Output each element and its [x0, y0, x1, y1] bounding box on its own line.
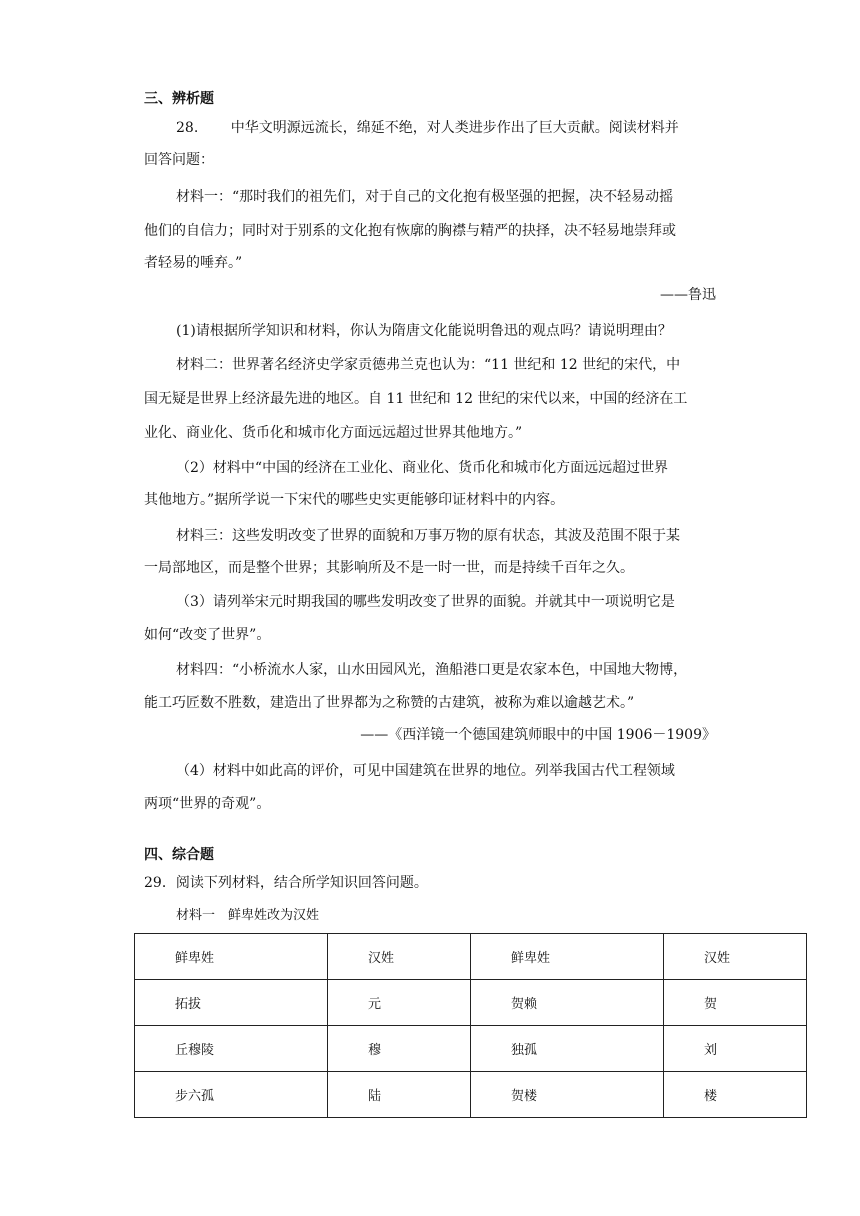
material-2-line-3: 业化、商业化、货币化和城市化方面远远超过世界其他地方。”	[144, 425, 523, 441]
table-row	[135, 980, 807, 1026]
material-4-line-2: 能工巧匠数不胜数，建造出了世界都为之称赞的古建筑，被称为难以逾越艺术。”	[144, 695, 635, 711]
sub-question-4-line-1: （4）材料中如此高的评价，可见中国建筑在世界的地位。列举我国古代工程领域	[176, 763, 675, 779]
section-heading-4: 四、综合题	[144, 847, 214, 863]
sub-question-3-line-2: 如何“改变了世界”。	[144, 627, 271, 643]
table-cell: 丘穆陵	[135, 1026, 328, 1072]
table-cell: 独孤	[471, 1026, 664, 1072]
table-cell: 刘	[664, 1026, 807, 1072]
table-cell: 贺楼	[471, 1072, 664, 1118]
material-1-title: 材料一 鲜卑姓改为汉姓	[176, 908, 320, 923]
table-cell: 贺	[664, 980, 807, 1026]
question-29: 29．阅读下列材料，结合所学知识回答问题。	[144, 875, 428, 891]
material-2-line-2: 国无疑是世界上经济最先进的地区。自 11 世纪和 12 世纪的宋代以来，中国的经济在工	[144, 391, 688, 407]
table-header-cell: 鲜卑姓	[471, 934, 664, 980]
table-header-cell: 汉姓	[664, 934, 807, 980]
sub-question-4-line-2: 两项“世界的奇观”。	[144, 796, 271, 812]
material-4-source: ——《西洋镜一个德国建筑师眼中的中国 1906－1909》	[360, 727, 716, 743]
table-cell: 步六孤	[135, 1072, 328, 1118]
material-4-line-1: 材料四：“小桥流水人家，山水田园风光，渔船港口更是农家本色，中国地大物博，	[176, 662, 688, 678]
sub-question-3-line-1: （3）请列举宋元时期我国的哪些发明改变了世界的面貌。并就其中一项说明它是	[176, 594, 675, 610]
sub-question-2-line-1: （2）材料中“中国的经济在工业化、商业化、货币化和城市化方面远远超过世界	[176, 460, 669, 476]
table-cell: 拓拔	[135, 980, 328, 1026]
table-cell: 楼	[664, 1072, 807, 1118]
material-1-line-1: 材料一：“那时我们的祖先们，对于自己的文化抱有极坚强的把握，决不轻易动摇	[176, 189, 674, 205]
question-28-line-2: 回答问题：	[144, 152, 214, 168]
material-2-line-1: 材料二：世界著名经济史学家贡德弗兰克也认为：“11 世纪和 12 世纪的宋代，中	[176, 357, 681, 373]
table-header-cell: 汉姓	[328, 934, 471, 980]
table-header-cell: 鲜卑姓	[135, 934, 328, 980]
material-1-source: ——鲁迅	[660, 287, 716, 303]
sub-question-2-line-2: 其他地方。”据所学说一下宋代的哪些史实更能够印证材料中的内容。	[144, 492, 565, 508]
material-1-line-2: 他们的自信力；同时对于别系的文化抱有恢廓的胸襟与精严的抉择，决不轻易地崇拜或	[144, 223, 676, 239]
table-cell: 穆	[328, 1026, 471, 1072]
material-3-line-1: 材料三：这些发明改变了世界的面貌和万事万物的原有状态，其波及范围不限于某	[176, 528, 680, 544]
table-cell: 陆	[328, 1072, 471, 1118]
table-cell: 贺赖	[471, 980, 664, 1026]
table-cell: 元	[328, 980, 471, 1026]
table-row	[135, 1072, 807, 1118]
sub-question-1: (1)请根据所学知识和材料，你认为隋唐文化能说明鲁迅的观点吗？请说明理由？	[176, 323, 672, 339]
table-row	[135, 1026, 807, 1072]
section-heading-3: 三、辨析题	[144, 91, 214, 107]
question-28-line-1: 28. 中华文明源远流长，绵延不绝，对人类进步作出了巨大贡献。阅读材料并	[176, 120, 679, 136]
table-header-row	[135, 934, 807, 980]
surname-table	[134, 933, 807, 1118]
material-3-line-2: 一局部地区，而是整个世界；其影响所及不是一时一世，而是持续千百年之久。	[144, 560, 634, 576]
material-1-line-3: 者轻易的唾弃。”	[144, 255, 243, 271]
